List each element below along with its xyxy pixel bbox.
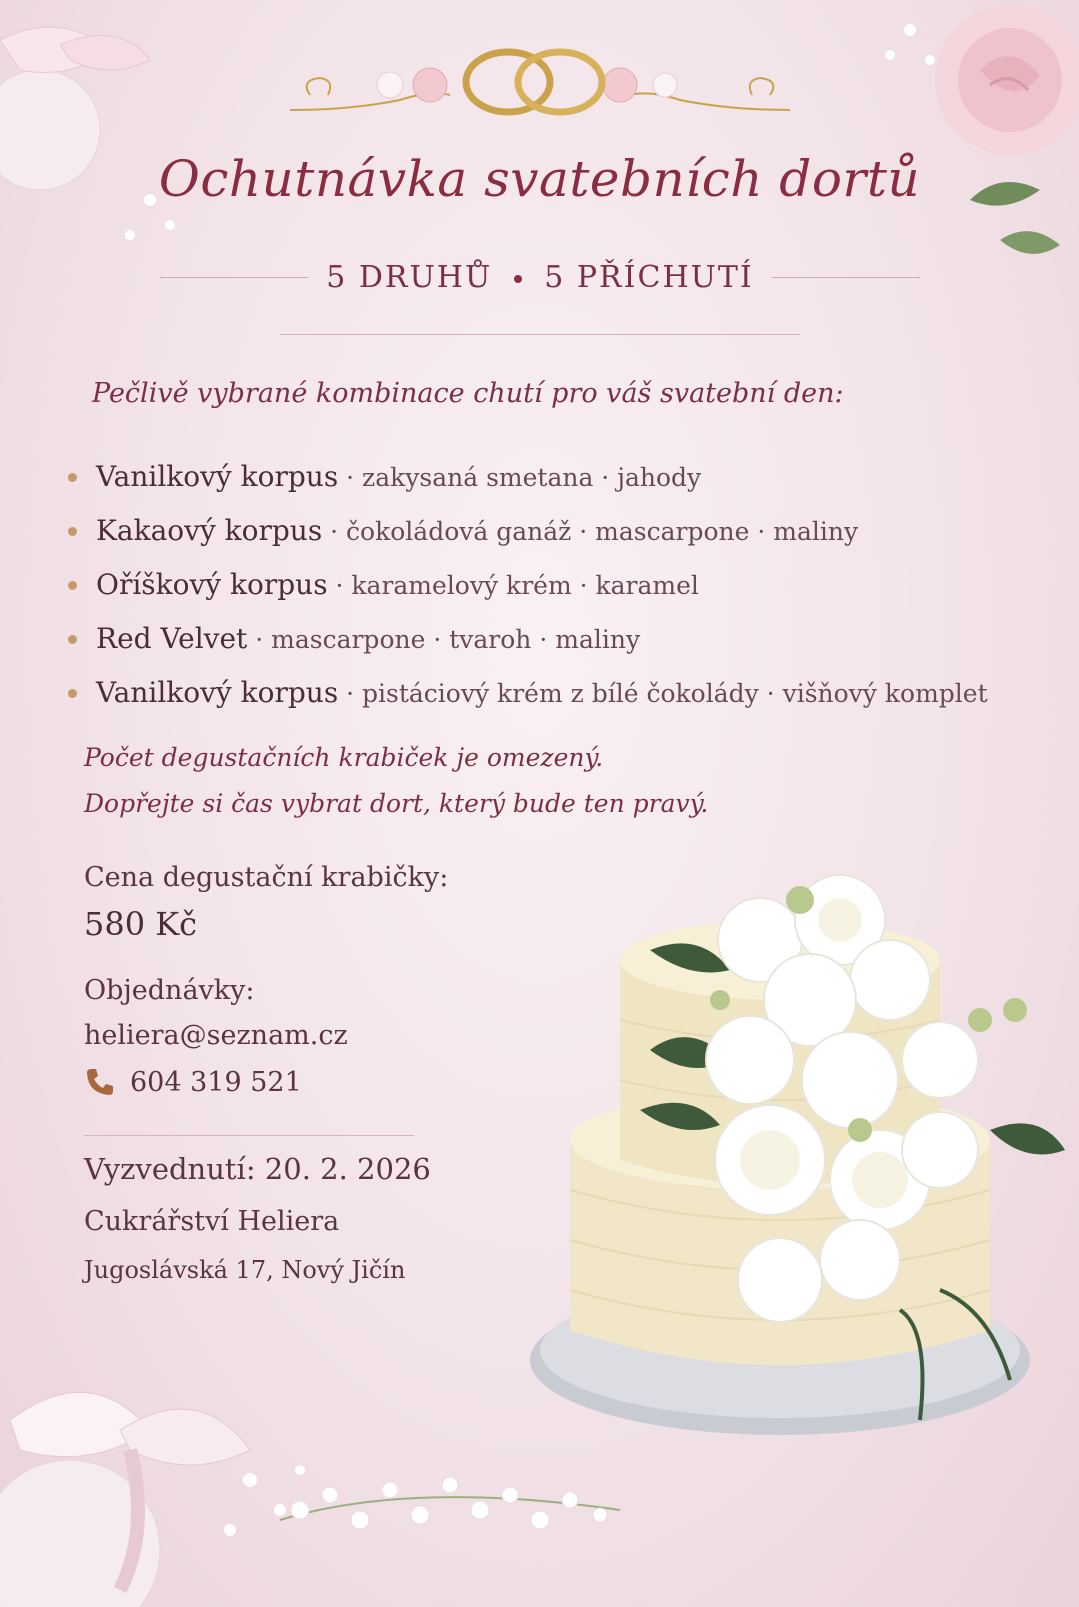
- availability-note: [84, 735, 708, 827]
- price-label: Cena degustační krabičky:: [84, 862, 449, 893]
- corner-gift-top-left-decoration: [0, 0, 200, 260]
- note-line-2: Dopřejte si čas vybrat dort, který bude ten pravý.: [84, 789, 709, 818]
- subtitle-kinds: 5 DRUHŮ: [326, 259, 493, 295]
- subtitle-right-rule: [772, 277, 920, 278]
- flavor-item: [68, 450, 988, 504]
- rose-top-right-decoration: [800, 0, 1079, 290]
- bullet-icon: [68, 527, 77, 536]
- contact-divider: [84, 1135, 414, 1136]
- bullet-icon: [68, 473, 77, 482]
- wedding-rings-ornament: [290, 40, 790, 130]
- flavor-item: [68, 504, 988, 558]
- flavor-base: Kakaový korpus: [96, 514, 323, 547]
- subtitle: [160, 252, 920, 302]
- note-line-1: Počet degustačních krabiček je omezený.: [84, 743, 604, 772]
- subtitle-separator-dot: [514, 275, 522, 283]
- orders-email-link[interactable]: heliera@seznam.cz: [84, 1020, 348, 1051]
- flavor-base: Vanilkový korpus: [96, 460, 339, 493]
- flavor-item: [68, 558, 988, 612]
- phone-number: 604 319 521: [130, 1066, 302, 1098]
- shop-address: Jugoslávská 17, Nový Jičín: [84, 1256, 406, 1284]
- subtitle-left-rule: [160, 277, 308, 278]
- flavor-base: Vanilkový korpus: [96, 676, 339, 709]
- flavor-ingredients: · čokoládová ganáž · mascarpone · maliny: [322, 517, 859, 546]
- orders-phone[interactable]: [84, 1066, 302, 1098]
- orders-label: Objednávky:: [84, 975, 255, 1006]
- flavor-item: [68, 666, 988, 720]
- section-divider: [280, 334, 800, 335]
- flavor-base: Red Velvet: [96, 622, 248, 655]
- pickup-date: Vyzvednutí: 20. 2. 2026: [84, 1152, 431, 1186]
- flavor-ingredients: · pistáciový krém z bílé čokolády · višňový komplet: [338, 679, 988, 708]
- flavor-ingredients: · karamelový krém · karamel: [327, 571, 699, 600]
- flavor-item: [68, 612, 988, 666]
- flavor-ingredients: · mascarpone · tvaroh · maliny: [247, 625, 641, 654]
- intro-text: Pečlivě vybrané kombinace chutí pro váš svatební den:: [92, 378, 844, 409]
- flavor-ingredients: · zakysaná smetana · jahody: [338, 463, 702, 492]
- wedding-cake-image: [520, 860, 1079, 1460]
- bullet-icon: [68, 635, 77, 644]
- flavor-list: [68, 450, 988, 720]
- subtitle-text: [308, 260, 772, 295]
- price-value: 580 Kč: [84, 905, 198, 943]
- bullet-icon: [68, 689, 77, 698]
- bow-bottom-left-decoration: [0, 1300, 320, 1607]
- flavor-base: Oříškový korpus: [96, 568, 328, 601]
- subtitle-flavors: 5 PŘÍCHUTÍ: [544, 259, 754, 295]
- shop-name: Cukrářství Heliera: [84, 1206, 340, 1237]
- bullet-icon: [68, 581, 77, 590]
- phone-icon: [84, 1066, 116, 1098]
- page-title: Ochutnávka svatebních dortů: [158, 150, 921, 208]
